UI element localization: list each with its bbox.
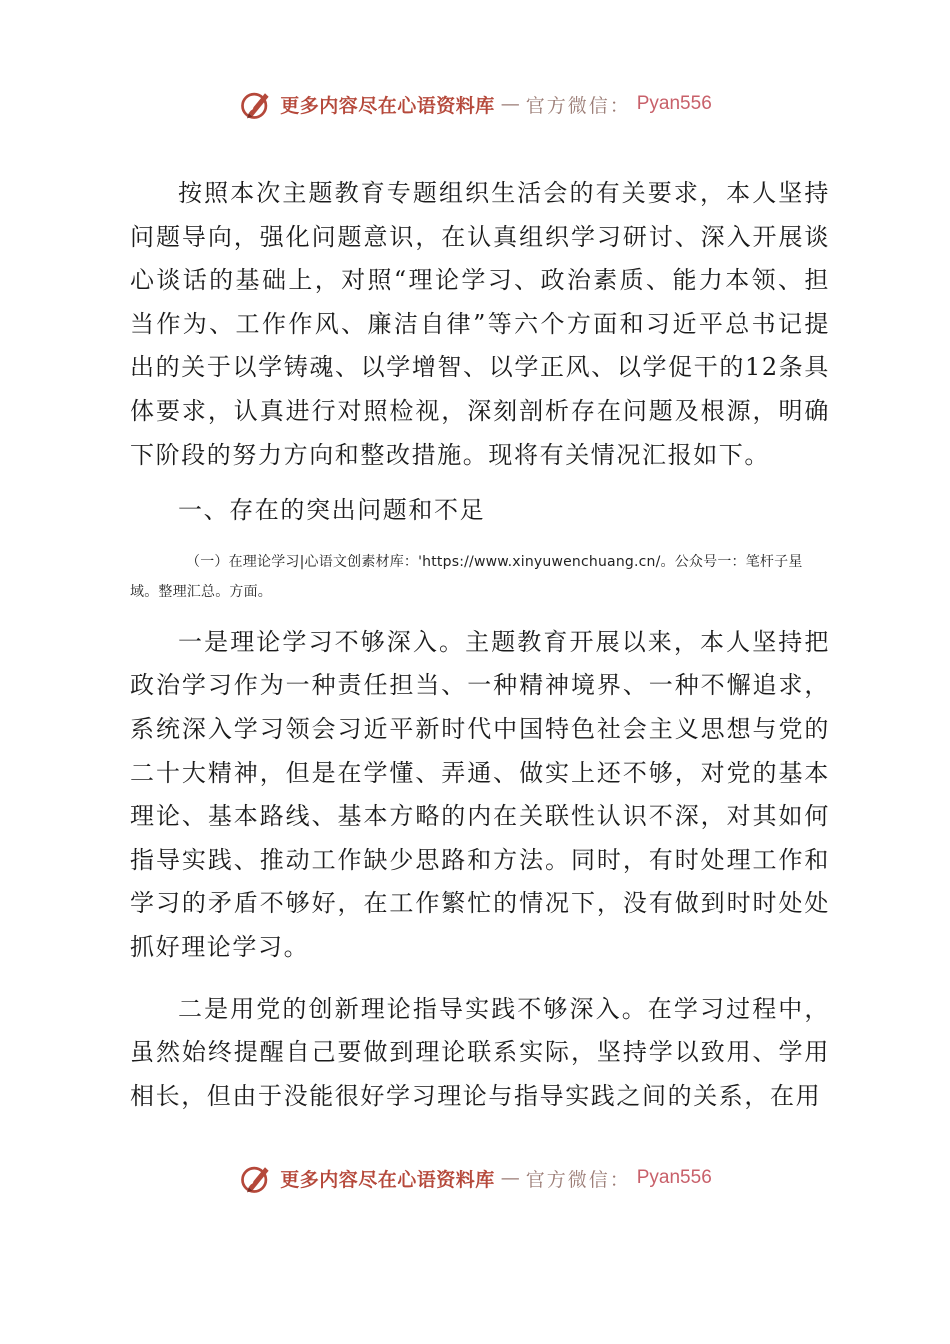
header-brand-text: 更多内容尽在心语资料库: [280, 94, 495, 117]
pen-logo-icon: [238, 86, 274, 122]
header-wechat-id: Pyan556: [636, 93, 712, 114]
footer-brand-text: 更多内容尽在心语资料库: [280, 1168, 495, 1191]
footer-wechat-id: Pyan556: [636, 1167, 712, 1188]
intro-paragraph: 按照本次主题教育专题组织生活会的有关要求，本人坚持问题导向，强化问题意识，在认真组织学习研讨、深入开展谈心谈话的基础上，对照“理论学习、政治素质、能力本领、担当作为、工作作风、廉洁自律”等六个方面和习近平总书记提出的关于以学铸魂、以学增智、以学正风、以学促干的12条具体要求，认真进行对照检视，深刻剖析存在问题及根源，明确下阶段的努力方向和整改措施。现将有关情况汇报如下。: [130, 179, 830, 469]
header-banner: [0, 82, 950, 126]
section-heading-1: 一、存在的突出问题和不足: [178, 496, 486, 525]
footer-banner: [0, 1156, 950, 1200]
header-separator: —: [500, 93, 520, 115]
point-1-paragraph: 一是理论学习不够深入。主题教育开展以来，本人坚持把政治学习作为一种责任担当、一种精神境界、一种不懈追求，系统深入学习领会习近平新时代中国特色社会主义思想与党的二十大精神，但是在学懂、弄通、做实上还不够，对党的基本理论、基本路线、基本方略的内在关联性认识不深，对其如何指导实践、推动工作缺少思路和方法。同时，有时处理工作和学习的矛盾不够好，在工作繁忙的情况下，没有做到时时处处抓好理论学习。: [130, 627, 830, 961]
footer-wechat-label: 官方微信：: [525, 1168, 631, 1191]
document-body: [130, 172, 830, 1118]
point-2-paragraph: 二是用党的创新理论指导实践不够深入。在学习过程中，虽然始终提醒自己要做到理论联系实际，坚持学以致用、学用相长，但由于没能很好学习理论与指导实践之间的关系，在用: [130, 994, 830, 1110]
header-wechat-label: 官方微信：: [525, 94, 631, 117]
pen-logo-icon: [238, 1160, 274, 1196]
subsection-note: （一）在理论学习|心语文创素材库：'https://www.xinyuwenchuang.cn/。公众号一：笔杆子星域。整理汇总。方面。: [130, 553, 803, 600]
footer-separator: —: [500, 1167, 520, 1189]
